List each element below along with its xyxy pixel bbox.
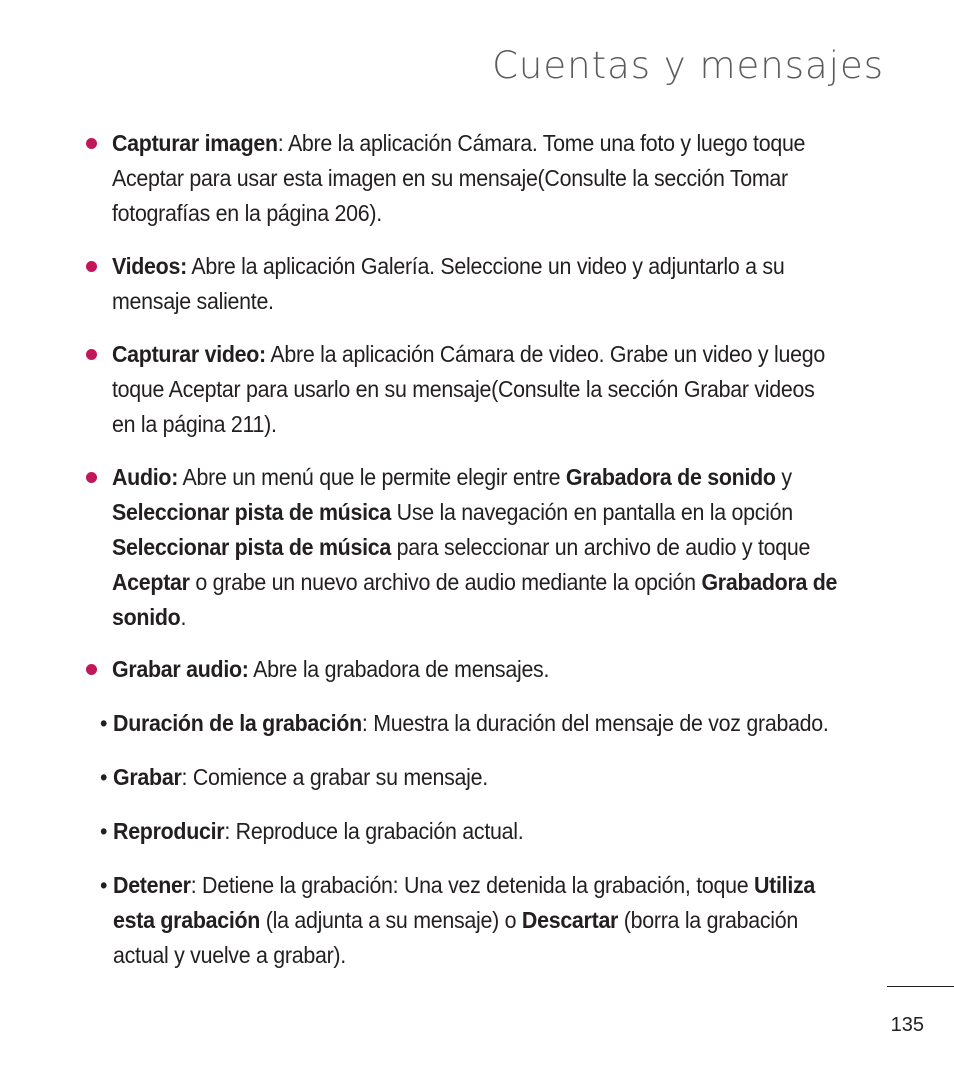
list-item — [112, 337, 842, 442]
list-item — [112, 126, 842, 231]
item-term: Capturar imagen — [112, 130, 278, 156]
item-text: : Muestra la duración del mensaje de voz grabado. — [361, 710, 829, 736]
item-term: Capturar video: — [112, 341, 266, 367]
sub-list-item — [100, 814, 844, 849]
item-term: Descartar — [521, 907, 619, 933]
item-term: Duración de la grabación — [113, 710, 362, 736]
item-term: Seleccionar pista de música — [112, 499, 391, 525]
bullet-icon — [86, 138, 97, 149]
item-text: Abre la grabadora de mensajes. — [248, 656, 550, 682]
item-text: . — [180, 604, 187, 630]
footer-rule — [887, 986, 954, 987]
item-term: Grabar audio: — [112, 656, 249, 682]
sub-bullet-icon: • — [100, 872, 108, 898]
item-term: Utiliza esta grabación — [113, 872, 816, 933]
bullet-icon — [86, 261, 97, 272]
sub-bullet-icon: • — [100, 710, 108, 736]
sub-bullet-icon: • — [100, 818, 108, 844]
page-number: 135 — [890, 1014, 924, 1036]
item-text: para seleccionar un archivo de audio y toque — [391, 534, 811, 560]
item-term: Grabadora de sonido — [112, 569, 838, 630]
item-text: Use la navegación en pantalla en la opción — [391, 499, 793, 525]
bullet-icon — [86, 349, 97, 360]
item-text: : Reproduce la grabación actual. — [224, 818, 524, 844]
item-text: o grabe un nuevo archivo de audio mediante la opción — [189, 569, 702, 595]
sub-list-item — [100, 760, 844, 795]
item-text: : Detiene la grabación: Una vez detenida la grabación, toque — [190, 872, 755, 898]
item-text: (la adjunta a su mensaje) o — [260, 907, 522, 933]
bullet-icon — [86, 664, 97, 675]
sub-list-item — [100, 868, 857, 973]
item-sep: : — [277, 130, 284, 156]
item-term: Grabadora de sonido — [565, 464, 776, 490]
item-text: y — [775, 464, 792, 490]
item-text: Abre un menú que le permite elegir entre — [178, 464, 566, 490]
sub-list-item — [100, 706, 844, 741]
item-term: Reproducir — [113, 818, 225, 844]
item-text: (borra la grabación actual y vuelve a grabar). — [113, 907, 799, 968]
item-term: Videos: — [112, 253, 187, 279]
page-title: Cuentas y mensajes — [492, 44, 884, 87]
item-term: Aceptar — [112, 569, 190, 595]
list-item — [112, 460, 842, 635]
item-text: Abre la aplicación Cámara de video. Grabe un video y luego toque Aceptar para usarlo en su mensaje(Consulte la sección Grabar videos en la página 211). — [112, 341, 825, 437]
item-text: : Comience a grabar su mensaje. — [181, 764, 488, 790]
item-term: Seleccionar pista de música — [112, 534, 391, 560]
item-term: Detener — [113, 872, 191, 898]
item-text: Abre la aplicación Cámara. Tome una foto y luego toque Aceptar para usar esta imagen en su mensaje(Consulte la sección Tomar fotografías en la página 206). — [112, 130, 806, 226]
item-text: Abre la aplicación Galería. Seleccione un video y adjuntarlo a su mensaje saliente. — [112, 253, 785, 314]
list-item — [112, 652, 842, 687]
sub-bullet-icon: • — [100, 764, 108, 790]
item-term: Grabar — [113, 764, 182, 790]
list-item — [112, 249, 842, 319]
bullet-icon — [86, 472, 97, 483]
item-term: Audio: — [112, 464, 179, 490]
